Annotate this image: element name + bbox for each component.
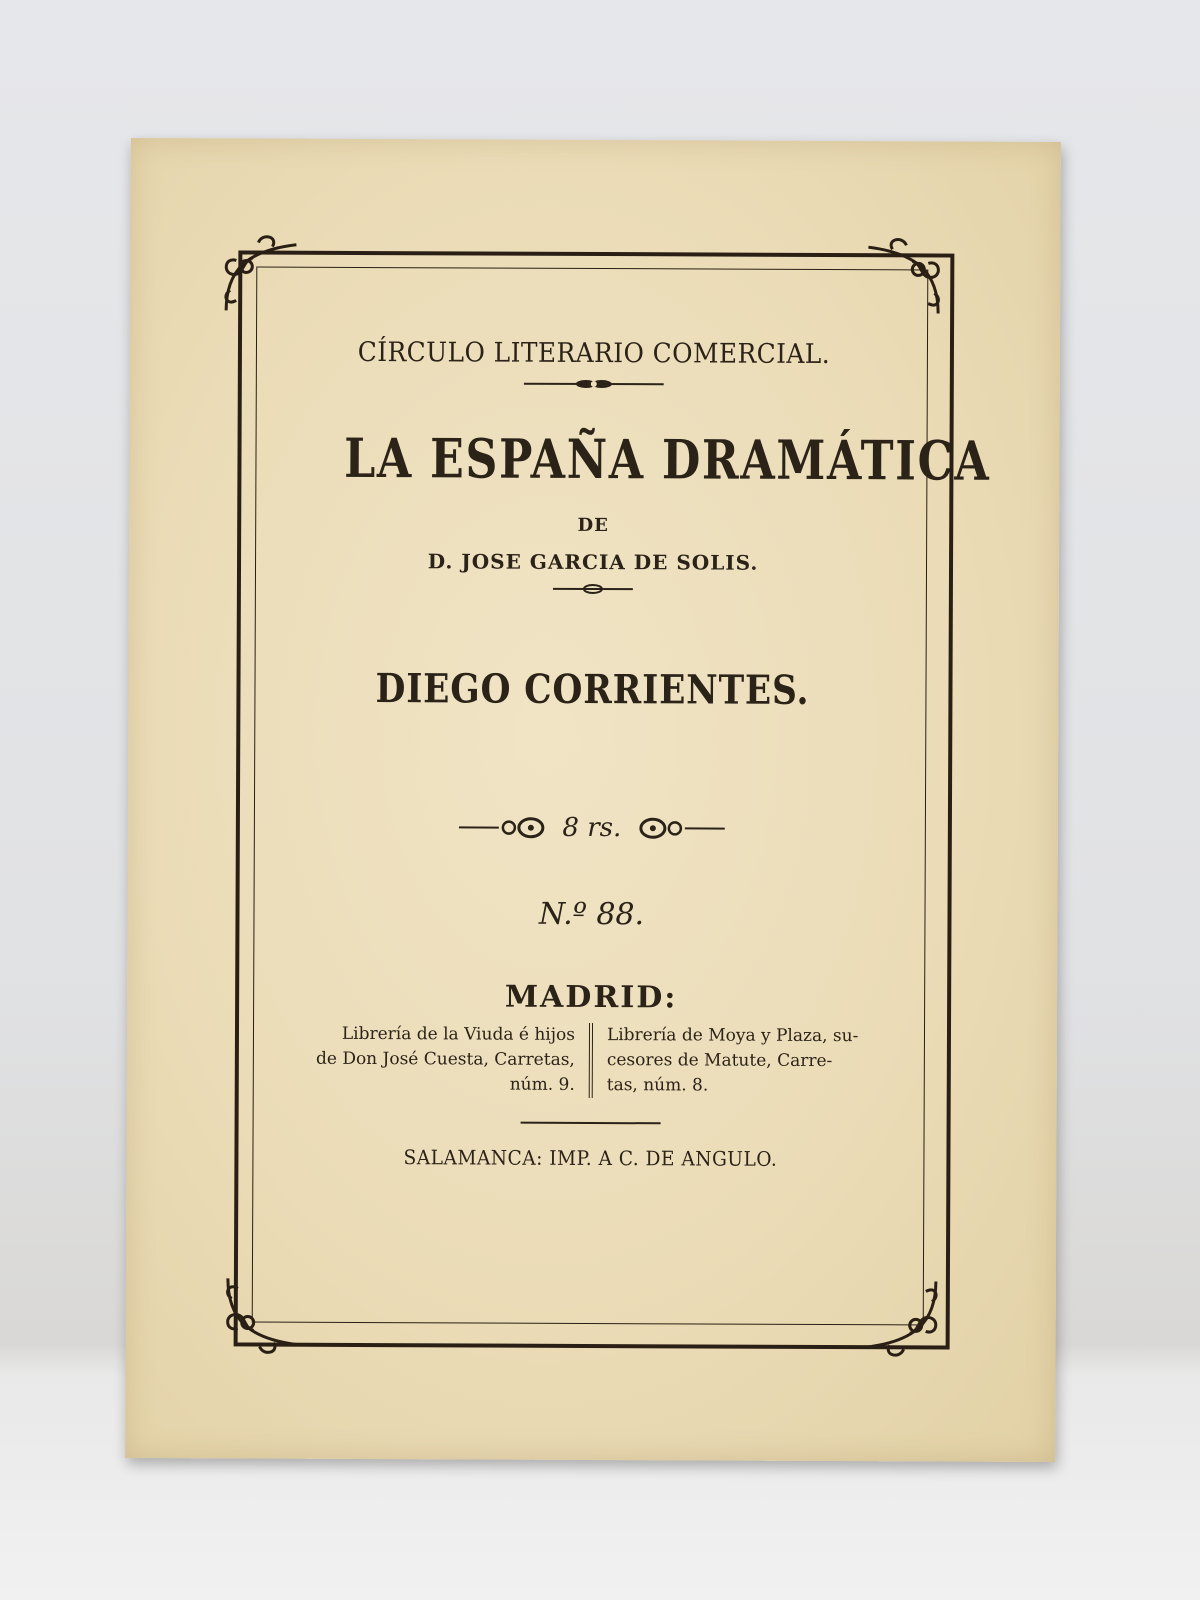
series-title: LA ESPAÑA DRAMÁTICA [344,425,991,493]
city-heading: MADRID: [504,979,678,1016]
cover-content [286,329,991,1342]
bookseller-right [593,1023,882,1099]
bookseller-right-line: cesores de Matute, Carre- [606,1050,833,1072]
bookseller-left-line: núm. 9. [509,1074,575,1095]
bookseller-left-line: de Don José Cuesta, Carretas, [315,1048,575,1070]
corner-ornament-icon [856,233,948,325]
price-label: 8 rs. [562,812,622,844]
circulo-heading: CÍRCULO LITERARIO COMERCIAL. [357,336,831,371]
work-title: DIEGO CORRIENTES. [375,665,810,714]
printer-imprint: SALAMANCA: IMP. A C. DE ANGULO. [403,1145,778,1171]
booksellers [287,1022,895,1100]
bookseller-right-line: Librería de Moya y Plaza, su- [606,1025,859,1047]
bookseller-left-line: Librería de la Viuda é hijos [341,1023,576,1045]
issue-number: N.º 88. [538,896,645,933]
price-ornament-right-icon [629,814,725,842]
price-ornament-left-icon [458,813,554,841]
bookseller-left [300,1022,593,1098]
small-flourish-icon [553,582,633,596]
divider-rule [521,1122,661,1125]
bookseller-right-line: tas, núm. 8. [606,1075,709,1096]
de-label: DE [577,514,609,537]
price-row [288,812,896,845]
corner-ornament-icon [216,230,308,322]
booklet-cover [125,138,1061,1462]
author-name: D. JOSE GARCIA DE SOLIS. [427,549,759,575]
flourish-divider-icon [524,377,664,392]
